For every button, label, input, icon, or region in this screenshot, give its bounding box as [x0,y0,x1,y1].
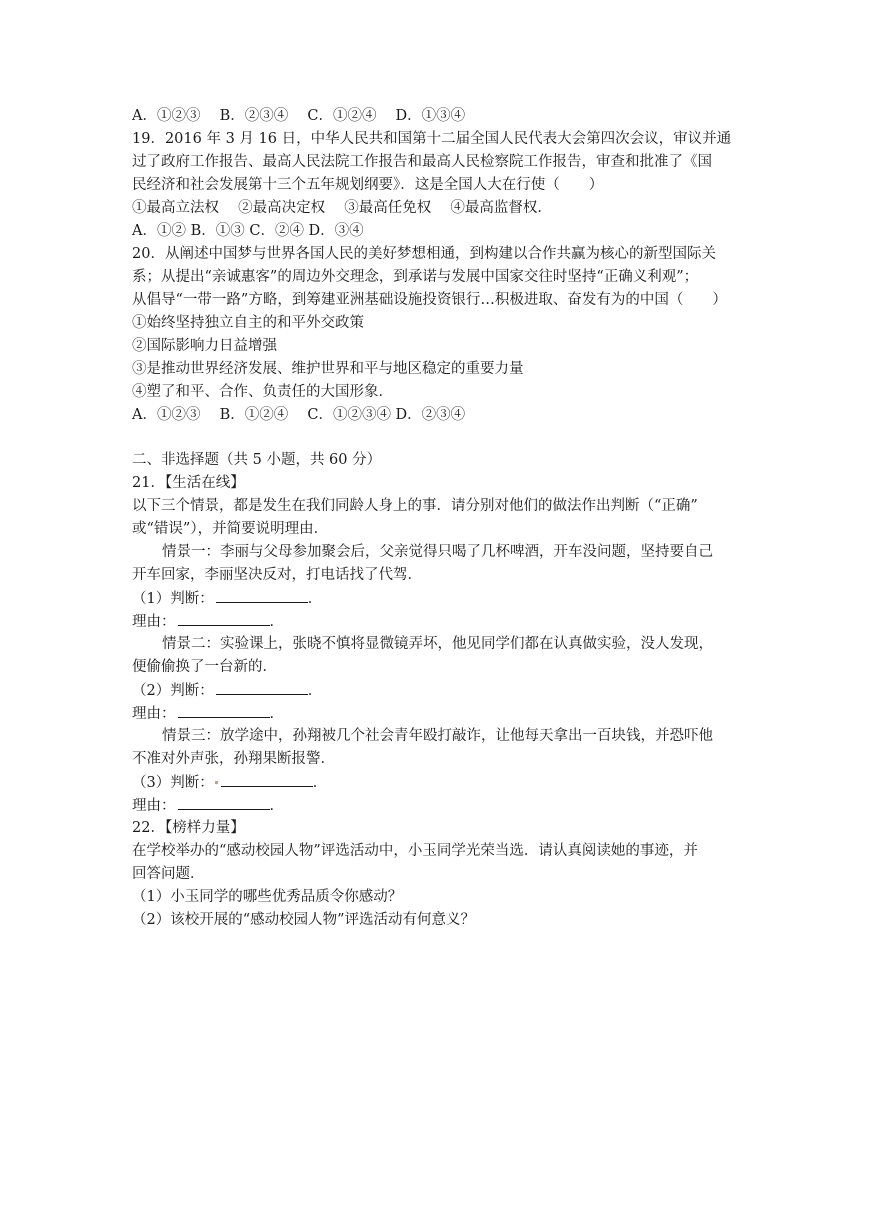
reason-2-label: 理由： [132,706,176,722]
q19-options: A．①② B．①③ C．②④ D．③④ [132,223,364,239]
judgement-2-answer-blank[interactable] [216,680,308,695]
section-heading: 二、非选择题（共 5 小题，共 60 分） [132,452,382,468]
q19-items: ①最高立法权 ②最高决定权 ③最高任免权 ④最高监督权． [132,200,552,216]
q18-options: A．①②③ B．②③④ C．①②④ D．①③④ [132,108,466,124]
q21-judgement-1 [132,588,322,609]
q19-stem-line-1: 19．2016 年 3 月 16 日，中华人民共和国第十二届全国人民代表大会第四次会议，审议并通 [132,131,732,147]
reason-2-answer-blank[interactable] [178,703,270,718]
q22-title: 22．【榜样力量】 [132,820,245,836]
q20-stem-line-1: 20．从阐述中国梦与世界各国人民的美好梦想相通，到构建以合作共赢为核心的新型国际关 [132,246,716,262]
q20-item-2: ②国际影响力日益增强 [132,338,277,354]
q21-reason-3 [132,795,284,816]
stray-mark [215,781,218,784]
q20-stem-line-2: 系；从提出“亲诚惠客”的周边外交理念，到承诺与发展中国家交往时坚持“正确义利观”； [132,269,699,285]
q19-stem-line-3: 民经济和社会发展第十三个五年规划纲要》．这是全国人大在行使（ ） [132,177,604,193]
q20-item-3: ③是推动世界经济发展、维护世界和平与地区稳定的重要力量 [132,361,524,377]
q19-stem-line-2: 过了政府工作报告、最高人民法院工作报告和最高人民检察院工作报告，审查和批准了《国 [132,154,712,170]
q21-judgement-3 [132,772,327,793]
q21-title: 21．【生活在线】 [132,475,245,491]
q22-intro-line-2: 回答问题． [132,866,205,882]
q21-intro-line-2: 或“错误”），并简要说明理由． [132,521,329,537]
reason-3-label: 理由： [132,798,176,814]
q20-stem-line-3: 从倡导“一带一路”方略，到筹建亚洲基础设施投资银行…积极进取、奋发有为的中国（ ） [132,292,727,308]
reason-1-period: ． [269,614,284,630]
q21-scenario-2-line-1: 情景二：实验课上，张晓不慎将显微镜弄坏，他见同学们都在认真做实验，没人发现， [162,636,713,652]
q20-options: A．①②③ B．①②④ C．①②③④ D．②③④ [132,407,466,423]
reason-1-answer-blank[interactable] [178,611,270,626]
q22-subquestion-2: （2）该校开展的“感动校园人物”评选活动有何意义？ [132,912,476,928]
q22-subquestion-1: （1）小玉同学的哪些优秀品质令你感动？ [132,889,403,905]
q21-scenario-3-line-2: 不准对外声张，孙翔果断报警． [132,751,335,767]
q21-intro-line-1: 以下三个情景，都是发生在我们同龄人身上的事．请分别对他们的做法作出判断（“正确” [132,498,698,514]
q20-item-4: ④塑了和平、合作、负责任的大国形象． [132,384,393,400]
judgement-3-answer-blank[interactable] [221,772,313,787]
q21-scenario-1-line-2: 开车回家，李丽坚决反对，打电话找了代驾． [132,567,422,583]
q21-scenario-3-line-1: 情景三：放学途中，孙翔被几个社会青年殴打敲诈，让他每天拿出一百块钱，并恐吓他 [162,728,713,744]
reason-3-period: ． [269,798,284,814]
q22-intro-line-1: 在学校举办的“感动校园人物”评选活动中，小玉同学光荣当选．请认真阅读她的事迹，并 [132,843,698,859]
judgement-1-answer-blank[interactable] [216,588,308,603]
judgement-2-label: （2）判断： [132,683,214,699]
q21-judgement-2 [132,680,322,701]
q21-reason-1 [132,611,284,632]
q20-item-1: ①始终坚持独立自主的和平外交政策 [132,315,364,331]
q21-scenario-1-line-1: 情景一：李丽与父母参加聚会后，父亲觉得只喝了几杯啤酒，开车没问题，坚持要自己 [162,544,713,560]
judgement-3-label: （3）判断： [132,775,214,791]
q21-scenario-2-line-2: 便偷偷换了一台新的． [132,659,277,675]
reason-3-answer-blank[interactable] [178,795,270,810]
judgement-1-period: ． [307,591,323,607]
reason-2-period: ． [269,706,284,722]
judgement-3-period: ． [312,775,328,791]
judgement-2-period: ． [307,683,323,699]
q21-reason-2 [132,703,284,724]
reason-1-label: 理由： [132,614,176,630]
judgement-1-label: （1）判断： [132,591,214,607]
